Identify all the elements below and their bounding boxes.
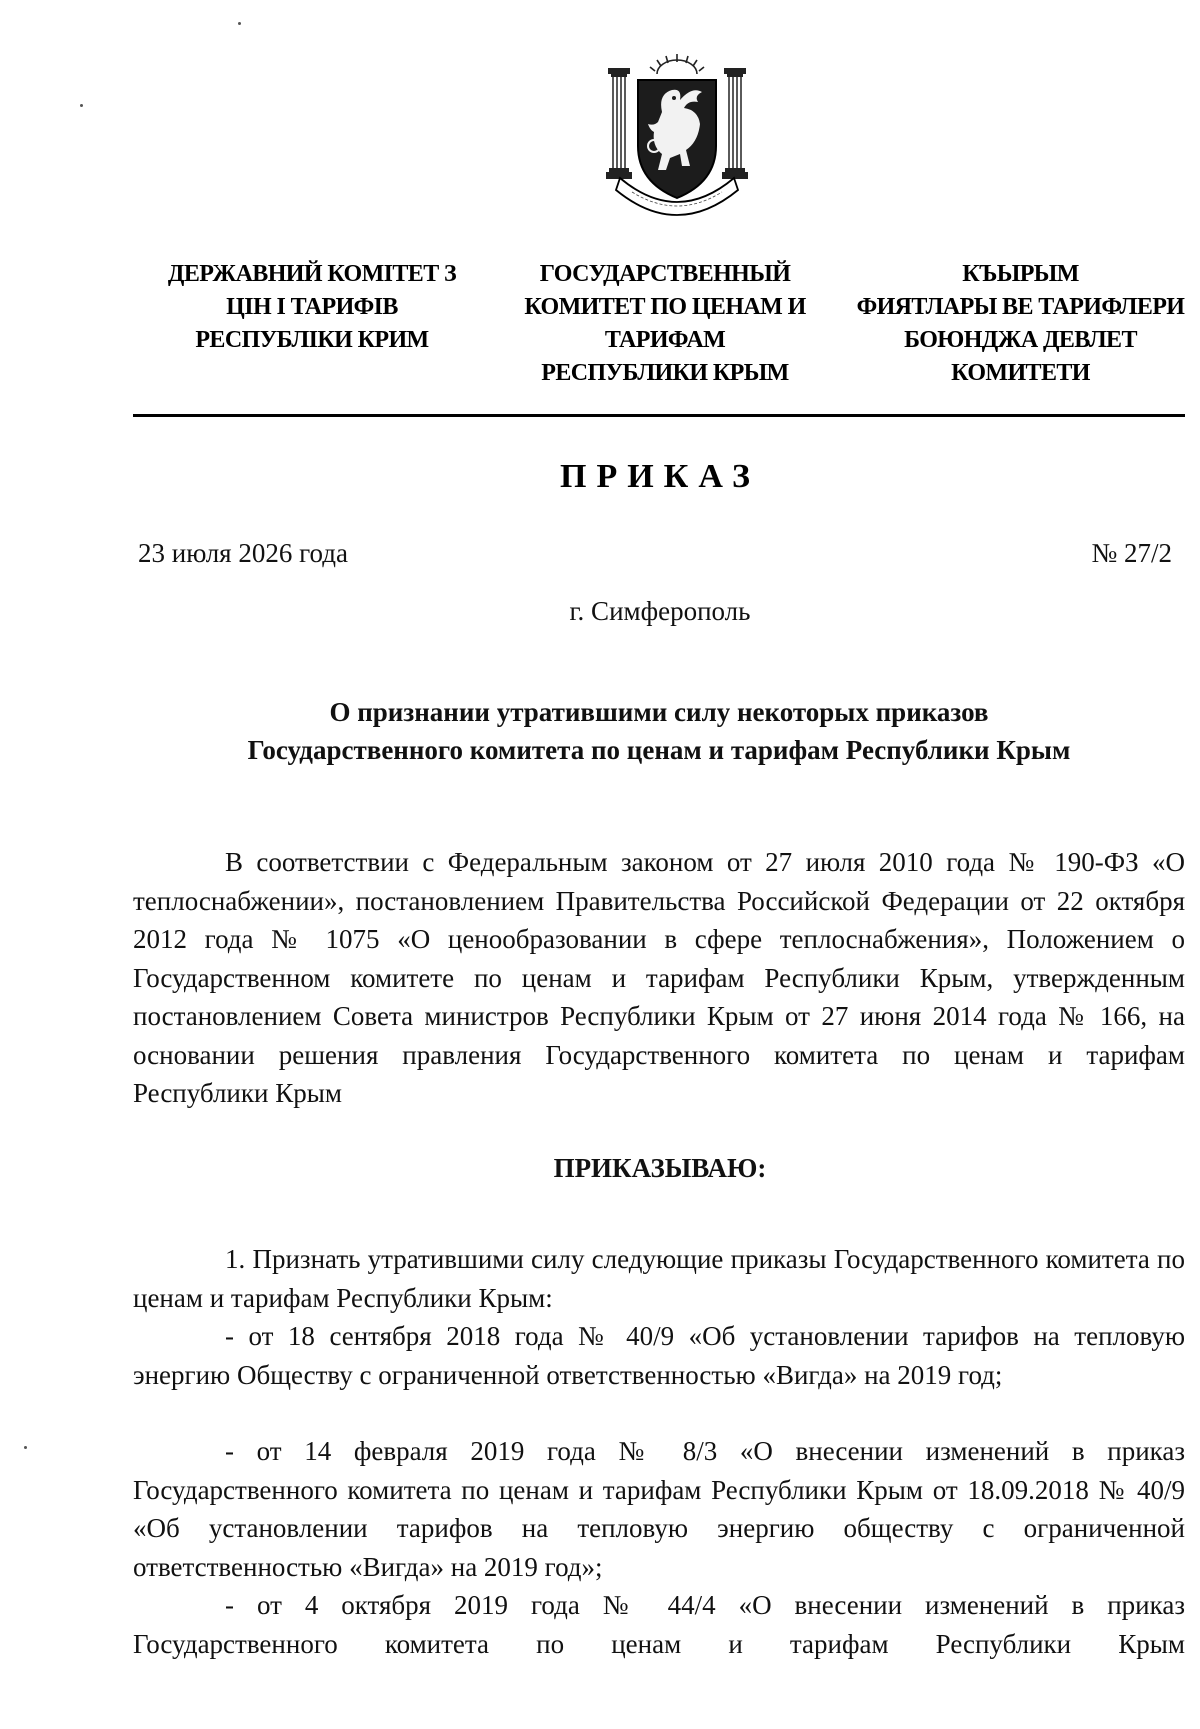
header-ukrainian-name: ДЕРЖАВНИЙ КОМІТЕТ З ЦІН І ТАРИФІВ РЕСПУБЛІКИ КРИМ	[167, 261, 457, 353]
document-city: г. Симферополь	[569, 596, 751, 626]
scan-speck	[80, 104, 83, 107]
scan-speck	[24, 1446, 27, 1449]
scan-speck	[238, 22, 241, 25]
preamble-paragraph: В соответствии с Федеральным законом от 27 июля 2010 года № 190-ФЗ «О теплоснабжении», постановлением Правительства Российской Федерации от 22 октября 2012 года № 1075 «О ценообразовании в сфере теплоснабжения», Положением о Государственном комитете по ценам и тарифам Республики Крым, утвержденным постановлением Совета министров Республики Крым от 27 июня 2014 года № 166, на основании решения правления Государственного комитета по ценам и тарифам Республики Крым	[133, 847, 1185, 1108]
repealed-order-item: - от 14 февраля 2019 года № 8/3 «О внесении изменений в приказ Государственного комитета по ценам и тарифам Республики Крым от 18.09.2018 № 40/9 «Об установлении тарифов на тепловую энергию обществу с ограниченной ответственностью «Вигда» на 2019 год»;	[133, 1436, 1185, 1582]
repealed-order-item: - от 18 сентября 2018 года № 40/9 «Об установлении тарифов на тепловую энергию Обществу с ограниченной ответственностью «Вигда» на 2019 год;	[133, 1321, 1185, 1390]
header-divider	[133, 414, 1185, 417]
document-subject: О признании утратившими силу некоторых приказов Государственного комитета по ценам и тарифам Республики Крым	[247, 697, 1071, 765]
document-date: 23 июля 2026 года	[138, 538, 348, 568]
document-type-title: ПРИКАЗ	[560, 458, 760, 495]
repealed-order-item: - от 4 октября 2019 года № 44/4 «О внесении изменений в приказ Государственного комитета по ценам и тарифам Республики Крым	[133, 1590, 1185, 1659]
order-item-1: 1. Признать утратившими силу следующие приказы Государственного комитета по ценам и тарифам Республики Крым:	[133, 1244, 1185, 1313]
header-crimean-tatar-name: КЪЫРЫМ ФИЯТЛАРЫ ВЕ ТАРИФЛЕРИ БОЮНДЖА ДЕВЛЕТ КОМИТЕТИ	[856, 261, 1185, 386]
crimea-coat-of-arms-icon	[602, 50, 752, 226]
header-russian-name: ГОСУДАРСТВЕННЫЙ КОМИТЕТ ПО ЦЕНАМ И ТАРИФАМ РЕСПУБЛИКИ КРЫМ	[524, 261, 806, 386]
document-number: № 27/2	[1091, 538, 1172, 568]
order-heading: ПРИКАЗЫВАЮ:	[553, 1153, 767, 1183]
